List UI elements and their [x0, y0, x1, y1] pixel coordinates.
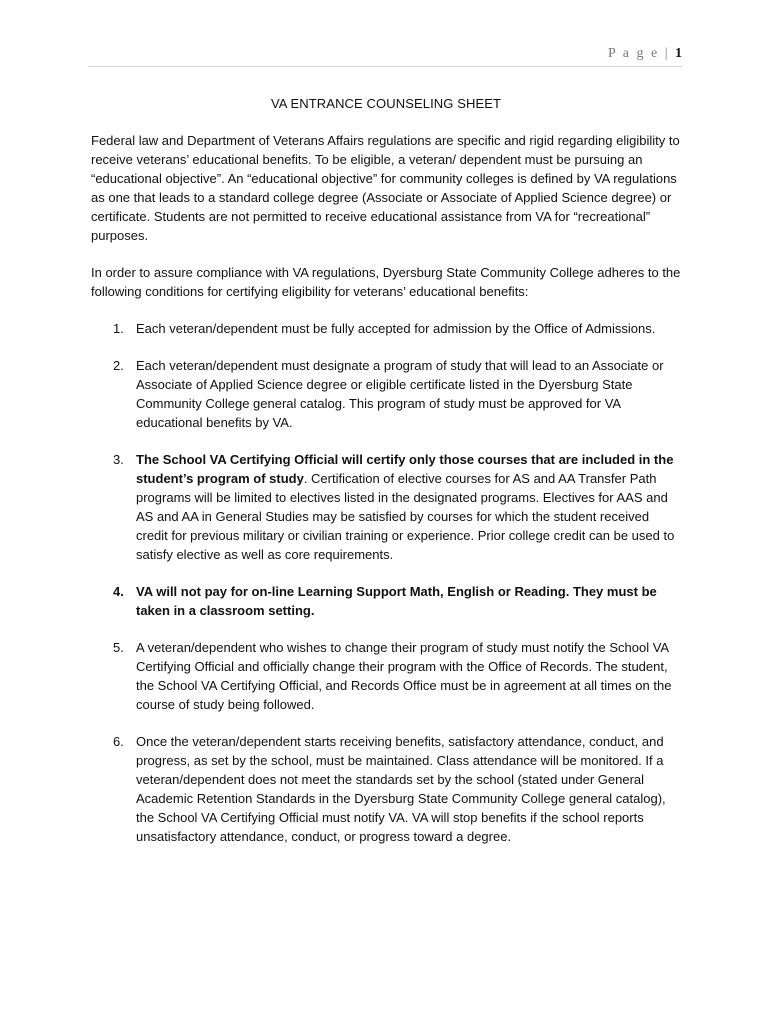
condition-number: 6.	[113, 734, 124, 749]
condition-bold-text: The School VA Certifying Official will certify only those courses that are included in the student’s program of study	[136, 452, 674, 486]
page-header	[88, 46, 682, 67]
condition-text: Once the veteran/dependent starts receiving benefits, satisfactory attendance, conduct, and progress, as set by the school, must be maintained. Class attendance will be monitored. If a veteran/dependent does not meet the standards set by the school (stated under General Academic Retention Standards in the Dyersburg State Community College general catalog), the School VA Certifying Official must notify VA. VA will stop benefits if the school reports unsatisfactory attendance, conduct, or progress toward a degree.	[136, 734, 666, 844]
condition-item	[91, 356, 681, 432]
condition-item	[91, 450, 681, 564]
page-label: P a g e	[607, 46, 660, 61]
condition-number: 2.	[113, 358, 124, 373]
condition-item	[91, 319, 681, 338]
condition-number: 4.	[113, 584, 124, 599]
condition-text: Each veteran/dependent must be fully accepted for admission by the Office of Admissions.	[136, 321, 656, 336]
compliance-paragraph: In order to assure compliance with VA regulations, Dyersburg State Community College adheres to the following conditions for certifying eligibility for veterans’ educational benefits:	[91, 265, 681, 299]
condition-number: 3.	[113, 452, 124, 467]
conditions-list	[91, 319, 681, 846]
condition-item	[91, 638, 681, 714]
page-number: 1	[675, 46, 682, 61]
condition-text: A veteran/dependent who wishes to change their program of study must notify the School VA Certifying Official and officially change their program with the Office of Records. The student, the School VA Certifying Official, and Records Office must be in agreement at all times on the course of study being followed.	[136, 640, 672, 712]
condition-bold-text: VA will not pay for on-line Learning Support Math, English or Reading. They must be taken in a classroom setting.	[136, 584, 657, 618]
condition-item	[91, 582, 681, 620]
condition-text: . Certification of elective courses for AS and AA Transfer Path programs will be limited to electives listed in the designated programs. Electives for AAS and AS and AA in General Studies may be satisfied by courses for which the student received credit for previous military or civilian training or experience. Prior college credit can be used to satisfy elective as well as core requirements.	[136, 471, 675, 562]
condition-number: 1.	[113, 321, 124, 336]
condition-number: 5.	[113, 640, 124, 655]
document-body	[91, 94, 681, 864]
intro-paragraph: Federal law and Department of Veterans Affairs regulations are specific and rigid regarding eligibility to receive veterans’ educational benefits. To be eligible, a veteran/ dependent must be pursuing an “educational objective”. An “educational objective” for community colleges is defined by VA regulations as one that leads to a standard college degree (Associate or Associate of Applied Science degree) or certificate. Students are not permitted to receive educational assistance from VA for “recreational” purposes.	[91, 133, 680, 243]
document-title: VA ENTRANCE COUNSELING SHEET	[270, 96, 502, 111]
condition-text: Each veteran/dependent must designate a program of study that will lead to an Associate or Associate of Applied Science degree or eligible certificate listed in the Dyersburg State Community College general catalog. This program of study must be approved for VA educational benefits by VA.	[136, 358, 664, 430]
page-separator: |	[664, 46, 670, 61]
condition-item	[91, 732, 681, 846]
